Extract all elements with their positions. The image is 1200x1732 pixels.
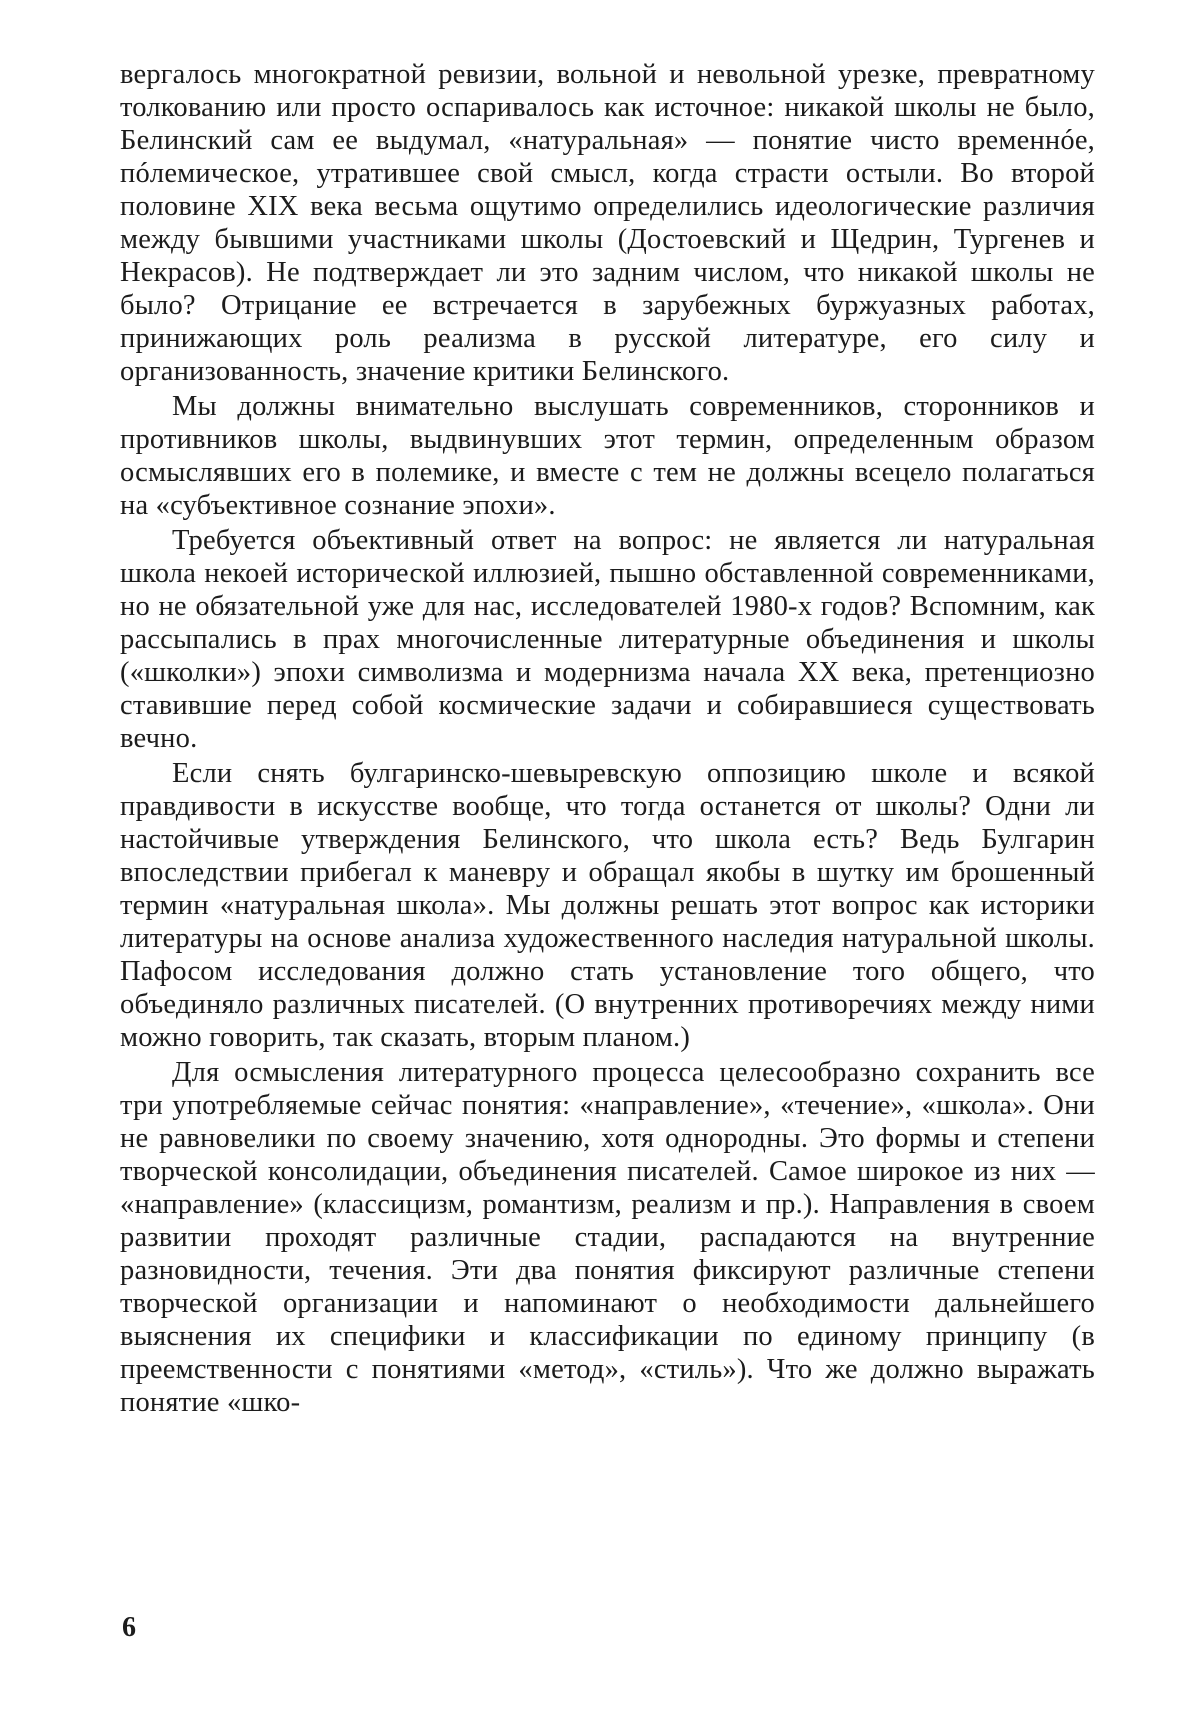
- paragraph-opposition: Если снять булгаринско-шевыревскую оппозицию школе и всякой правдивости в искусстве вообще, что тогда останется от школы? Одни ли настойчивые утверждения Белинского, что школа есть? Ведь Булгарин впоследствии прибегал к маневру и обращал якобы в шутку им брошенный термин «натуральная школа». Мы должны решать этот вопрос как историки литературы на основе анализа художественного наследия натуральной школы. Пафосом исследования должно стать установление того общего, что объединяло различных писателей. (О внутренних противоречиях между ними можно говорить, так сказать, вторым планом.): [120, 758, 1095, 1053]
- paragraph-objective-answer: Требуется объективный ответ на вопрос: не является ли натуральная школа некоей исторической иллюзией, пышно обставленной современниками, но не обязательной уже для нас, исследователей 1980-х годов? Вспомним, как рассыпались в прах многочисленные литературные объединения и школы («школки») эпохи символизма и модернизма начала XX века, претенциозно ставившие перед собой космические задачи и собиравшиеся существовать вечно.: [120, 525, 1095, 754]
- paragraph-concepts: Для осмысления литературного процесса целесообразно сохранить все три употребляемые сейчас понятия: «направление», «течение», «школа». Они не равновелики по своему значению, хотя однородны. Это формы и степени творческой консолидации, объединения писателей. Самое широкое из них — «направление» (классицизм, романтизм, реализм и пр.). Направления в своем развитии проходят различные стадии, распадаются на внутренние разновидности, течения. Эти два понятия фиксируют различные степени творческой организации и напоминают о необходимости дальнейшего выяснения их специфики и классификации по единому принципу (в преемственности с понятиями «метод», «стиль»). Что же должно выражать понятие «шко-: [120, 1057, 1095, 1418]
- paragraph-contemporaries: Мы должны внимательно выслушать современников, сторонников и противников школы, выдвинувших этот термин, определенным образом осмыслявших его в полемике, и вместе с тем не должны всецело полагаться на «субъективное сознание эпохи».: [120, 391, 1095, 521]
- page-body: [120, 58, 1095, 1421]
- paragraph-continuation: вергалось многократной ревизии, вольной и невольной урезке, превратному толкованию или просто оспаривалось как источное: никакой школы не было, Белинский сам ее выдумал, «натуральная» — понятие чисто временнóе, пóлемическое, утратившее свой смысл, когда страсти остыли. Во второй половине XIX века весьма ощутимо определились идеологические различия между бывшими участниками школы (Достоевский и Щедрин, Тургенев и Некрасов). Не подтверждает ли это задним числом, что никакой школы не было? Отрицание ее встречается в зарубежных буржуазных работах, принижающих роль реализма в русской литературе, его силу и организованность, значение критики Белинского.: [120, 59, 1095, 387]
- page-number: 6: [122, 1612, 136, 1643]
